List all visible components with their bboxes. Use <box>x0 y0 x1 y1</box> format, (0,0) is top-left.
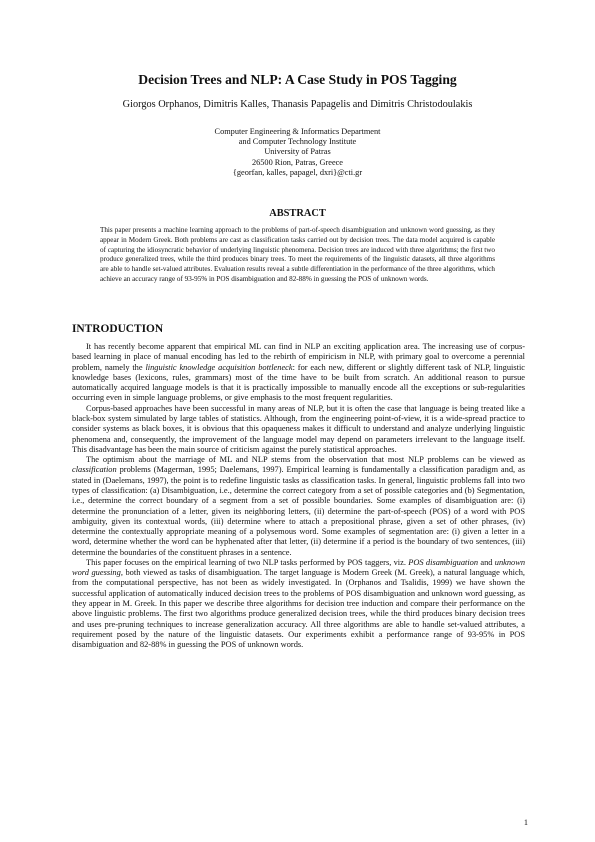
paragraph-text: It has recently become apparent that empirical ML can find in NLP an exciting application area. The increasing use of corpus-based learning in place of manual encoding has led to the rebirth of empiricism in NLP, with primary goal to overcome a perennial problem, namely the <box>72 342 525 372</box>
paragraph-text: problems (Magerman, 1995; Daelemans, 1997). Empirical learning is fundamentally a classification paradigm and, as stated in (Daelemans, 1997), the point is to redefine linguistic tasks as classification tasks. In general, linguistic problems fall into two types of classification: (a) Disambiguation, i.e., determine the correct category from a set of possible categories and (b) Segmentation, i.e., determine the correct boundary of a segment from a set of possible boundaries. Some examples of disambiguation are: (i) determine the pronunciation of a letter, given its neighboring letters, (ii) determine the part-of-speech (POS) of a word with POS ambiguity, given its contextual words, (iii) determine where to attach a prepositional phrase, given a set of other phrases, (iv) determine the contextually appropriate meaning of a polysemous word. Some examples of segmentation are: (i) given a letter in a word, determine whether the word can be hyphenated after that letter, (ii) determine if a period is the boundary of two sentences, (iii) determine the boundaries of the constituent phrases in a sentence. <box>72 465 525 557</box>
author-list: Giorgos Orphanos, Dimitris Kalles, Thanasis Papagelis and Dimitris Christodoulakis <box>122 99 473 110</box>
affiliation-line: 26500 Rion, Patras, Greece <box>251 157 343 167</box>
paragraph-text: This paper focuses on the empirical learning of two NLP tasks performed by POS taggers, viz. <box>86 557 409 567</box>
emphasis-text: POS disambiguation <box>408 557 479 567</box>
author-emails: {georfan, kalles, papagel, dxri}@cti.gr <box>232 167 363 177</box>
paragraph-4 <box>72 558 525 651</box>
introduction-heading: INTRODUCTION <box>72 323 164 335</box>
affiliation-line: University of Patras <box>264 147 331 157</box>
paragraph-text: : for each new, different or slightly different task of NLP, linguistic knowledge bases (lexicons, rules, grammars) most of the time have to be built from scratch. An additional reason to pursue automatically acquired language models is that it is practically impossible to manually encode all the exceptions or sub-regularities occurring even in simple language problems, or give emphasis to the most frequent regularities. <box>72 362 525 403</box>
affiliation-block <box>0 127 595 178</box>
paragraph-1 <box>72 342 525 404</box>
affiliation-line: Computer Engineering & Informatics Department <box>214 127 381 136</box>
paper-title: Decision Trees and NLP: A Case Study in POS Tagging <box>138 72 457 87</box>
paragraph-2: Corpus-based approaches have been successful in many areas of NLP, but it is often the case that language is being treated like a black-box system simulated by large tables of statistics. Although, from the engineering point-of-view, it is a wide-spread practice to consider systems as black boxes, it is obvious that this opaqueness makes it difficult to understand and analyze underlying linguistic phenomena and, consequently, the improvement of the language model may depend on parameters irrelevant to the language itself. This disadvantage has been the main source of criticism against the purely statistical approaches. <box>72 403 525 454</box>
paragraph-3 <box>72 455 525 558</box>
abstract-text: This paper presents a machine learning approach to the problems of part-of-speech disambiguation and unknown word guessing, as they appear in Modern Greek. Both problems are cast as classification tasks carried out by decision trees. The data model acquired is capable of capturing the idiosyncratic behavior of underlying linguistic phenomena. Decision trees are induced with three algorithms; the first two produce generalized trees, while the third produces binary trees. To meet the requirements of the linguistic datasets, all three algorithms are able to handle set-valued attributes. Evaluation results reveal a subtle differentiation in the performance of the three algorithms, which achieve an accuracy range of 93-95% in POS disambiguation and 82-88% in guessing the POS of unknown words. <box>100 226 495 283</box>
affiliation-line: and Computer Technology Institute <box>238 137 357 147</box>
paragraph-text: and <box>478 557 495 567</box>
emphasis-text: unknown word guessing <box>72 557 526 578</box>
page-number: 1 <box>523 818 528 827</box>
paragraph-text: , both viewed as tasks of disambiguation. The target language is Modern Greek (M. Greek), a natural language which, from the computational perspective, has not been as widely investigated. In (Orphanos and Tsalidis, 1999) we have shown the successful application of automatically induced decision trees to the problems of POS disambiguation and unknown word guessing, as they appear in M. Greek. In this paper we describe three algorithms for decision tree induction and compare their performance on the above linguistic problems. The first two algorithms produce generalized decision trees, while the third produces binary decision trees and uses pre-pruning techniques to increase generalization accuracy. All three algorithms are able to handle set-valued attributes, a requirement posed by the nature of the linguistic datasets. Our experiments exhibit a performance range of 93-95% in POS disambiguation and 82-88% in guessing the POS of unknown words. <box>72 568 525 650</box>
introduction-body <box>72 342 525 650</box>
abstract-heading: ABSTRACT <box>269 208 326 219</box>
emphasis-text: classification <box>72 465 117 475</box>
emphasis-text: linguistic knowledge acquisition bottleneck <box>145 362 293 372</box>
paragraph-text: The optimism about the marriage of ML and NLP stems from the observation that most NLP problems can be viewed as <box>86 455 525 465</box>
